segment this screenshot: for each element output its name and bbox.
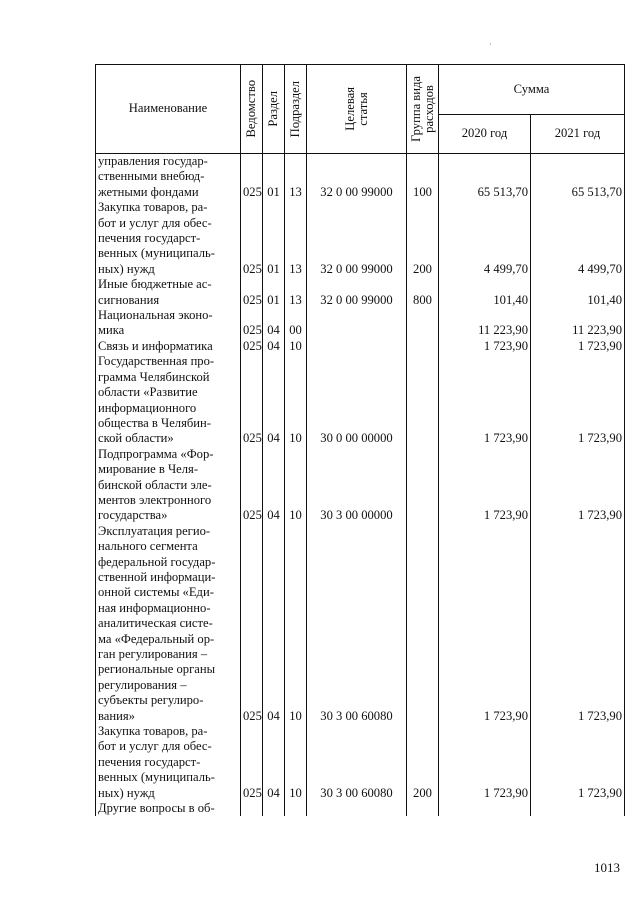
row-target-article bbox=[307, 339, 407, 354]
row-expense-group bbox=[407, 308, 439, 339]
table-row bbox=[96, 154, 625, 201]
row-podrazdel: 13 bbox=[285, 200, 307, 277]
row-name-line: ментов электронного bbox=[98, 492, 212, 507]
row-name-line: бинской области эле- bbox=[98, 477, 212, 492]
header-sum: Сумма bbox=[439, 65, 625, 115]
row-sum-2020 bbox=[439, 801, 531, 816]
row-name-line: информационного bbox=[98, 400, 197, 415]
row-name-line: области «Развитие bbox=[98, 385, 198, 400]
row-sum-2020: 1 723,90 bbox=[439, 354, 531, 446]
row-name-line: печения государст- bbox=[98, 754, 201, 769]
row-name-line: ственной информаци- bbox=[98, 569, 216, 584]
row-expense-group bbox=[407, 801, 439, 816]
table-row bbox=[96, 354, 625, 446]
row-razdel bbox=[263, 801, 285, 816]
row-razdel: 01 bbox=[263, 154, 285, 201]
row-name-line: венных (муниципаль- bbox=[98, 246, 215, 261]
row-vedomstvo: 025 bbox=[241, 154, 263, 201]
row-name-line: субъекты регулиро- bbox=[98, 693, 204, 708]
row-razdel: 01 bbox=[263, 200, 285, 277]
row-razdel: 04 bbox=[263, 524, 285, 724]
table-row bbox=[96, 277, 625, 308]
row-name-line: Национальная эконо- bbox=[98, 308, 213, 323]
row-name-line: ственными внебюд- bbox=[98, 169, 205, 184]
row-expense-group bbox=[407, 524, 439, 724]
row-vedomstvo bbox=[241, 801, 263, 816]
header-podrazdel: Подраздел bbox=[285, 65, 307, 154]
row-sum-2021 bbox=[531, 801, 625, 816]
row-name-line: грамма Челябинской bbox=[98, 369, 210, 384]
table-row bbox=[96, 524, 625, 724]
row-name bbox=[96, 277, 241, 308]
row-vedomstvo: 025 bbox=[241, 308, 263, 339]
row-name bbox=[96, 308, 241, 339]
header-vedomstvo: Ведомство bbox=[241, 65, 263, 154]
row-target-article: 30 3 00 60080 bbox=[307, 524, 407, 724]
row-expense-group bbox=[407, 354, 439, 446]
row-name-line: федеральной государ- bbox=[98, 554, 216, 569]
header-razdel: Раздел bbox=[263, 65, 285, 154]
table-row bbox=[96, 801, 625, 816]
row-sum-2020: 1 723,90 bbox=[439, 524, 531, 724]
row-name-line: мирование в Челя- bbox=[98, 462, 199, 477]
row-name bbox=[96, 339, 241, 354]
row-expense-group bbox=[407, 339, 439, 354]
row-name-line: Другие вопросы в об- bbox=[98, 801, 215, 816]
row-podrazdel bbox=[285, 801, 307, 816]
row-target-article: 32 0 00 99000 bbox=[307, 154, 407, 201]
budget-table bbox=[95, 64, 625, 816]
table-row bbox=[96, 308, 625, 339]
row-podrazdel: 10 bbox=[285, 724, 307, 801]
row-podrazdel: 00 bbox=[285, 308, 307, 339]
header-name: Наименование bbox=[96, 65, 241, 154]
table-row bbox=[96, 724, 625, 801]
row-podrazdel: 13 bbox=[285, 277, 307, 308]
row-sum-2021: 4 499,70 bbox=[531, 200, 625, 277]
row-razdel: 04 bbox=[263, 308, 285, 339]
row-name-line: Подпрограмма «Фор- bbox=[98, 446, 214, 461]
row-name-line: мика bbox=[98, 323, 125, 338]
row-podrazdel: 10 bbox=[285, 354, 307, 446]
header-year-2020: 2020 год bbox=[439, 115, 531, 154]
row-name-line: печения государст- bbox=[98, 231, 201, 246]
row-razdel: 04 bbox=[263, 354, 285, 446]
row-name bbox=[96, 354, 241, 446]
row-name-line: нального сегмента bbox=[98, 539, 198, 554]
row-target-article: 30 3 00 00000 bbox=[307, 447, 407, 524]
row-name-line: Эксплуатация регио- bbox=[98, 523, 211, 538]
row-expense-group: 200 bbox=[407, 200, 439, 277]
row-sum-2020: 4 499,70 bbox=[439, 200, 531, 277]
row-name-line: Закупка товаров, ра- bbox=[98, 724, 208, 739]
row-expense-group bbox=[407, 447, 439, 524]
row-expense-group: 100 bbox=[407, 154, 439, 201]
row-name-line: общества в Челябин- bbox=[98, 415, 211, 430]
table-body bbox=[96, 154, 625, 817]
row-name-line: ных) нужд bbox=[98, 785, 155, 800]
row-sum-2020: 1 723,90 bbox=[439, 447, 531, 524]
row-target-article: 32 0 00 99000 bbox=[307, 277, 407, 308]
row-name bbox=[96, 154, 241, 201]
row-target-article: 30 0 00 00000 bbox=[307, 354, 407, 446]
row-name-line: региональные органы bbox=[98, 662, 216, 677]
row-sum-2021: 1 723,90 bbox=[531, 339, 625, 354]
row-name-line: ма «Федеральный ор- bbox=[98, 631, 215, 646]
row-name-line: жетными фондами bbox=[98, 184, 199, 199]
row-target-article bbox=[307, 308, 407, 339]
row-vedomstvo: 025 bbox=[241, 339, 263, 354]
row-name-line: Государственная про- bbox=[98, 354, 215, 369]
row-name-line: аналитическая систе- bbox=[98, 616, 213, 631]
row-sum-2020: 1 723,90 bbox=[439, 339, 531, 354]
row-razdel: 04 bbox=[263, 339, 285, 354]
row-name-line: вания» bbox=[98, 708, 135, 723]
row-sum-2021: 11 223,90 bbox=[531, 308, 625, 339]
row-name bbox=[96, 447, 241, 524]
row-target-article bbox=[307, 801, 407, 816]
header-expense-group: Группа вида расходов bbox=[407, 65, 439, 154]
row-name-line: сигнования bbox=[98, 292, 160, 307]
row-sum-2020: 101,40 bbox=[439, 277, 531, 308]
row-name-line: ных) нужд bbox=[98, 261, 155, 276]
row-razdel: 04 bbox=[263, 724, 285, 801]
row-sum-2020: 11 223,90 bbox=[439, 308, 531, 339]
row-name-line: регулирования – bbox=[98, 677, 187, 692]
row-podrazdel: 10 bbox=[285, 447, 307, 524]
row-vedomstvo: 025 bbox=[241, 200, 263, 277]
row-sum-2020: 65 513,70 bbox=[439, 154, 531, 201]
header-year-2021: 2021 год bbox=[531, 115, 625, 154]
table-row bbox=[96, 339, 625, 354]
table-row bbox=[96, 447, 625, 524]
row-razdel: 04 bbox=[263, 447, 285, 524]
row-name bbox=[96, 724, 241, 801]
row-vedomstvo: 025 bbox=[241, 724, 263, 801]
scan-mark: · bbox=[489, 40, 492, 49]
row-sum-2021: 1 723,90 bbox=[531, 354, 625, 446]
row-name-line: ган регулирования – bbox=[98, 647, 208, 661]
row-name-line: венных (муниципаль- bbox=[98, 770, 215, 785]
row-target-article: 30 3 00 60080 bbox=[307, 724, 407, 801]
row-podrazdel: 13 bbox=[285, 154, 307, 201]
row-name bbox=[96, 801, 241, 816]
row-vedomstvo: 025 bbox=[241, 354, 263, 446]
row-sum-2021: 101,40 bbox=[531, 277, 625, 308]
row-sum-2020: 1 723,90 bbox=[439, 724, 531, 801]
row-vedomstvo: 025 bbox=[241, 277, 263, 308]
row-expense-group: 800 bbox=[407, 277, 439, 308]
row-name-line: бот и услуг для обес- bbox=[98, 739, 212, 754]
table-header bbox=[96, 65, 625, 154]
table-row bbox=[96, 200, 625, 277]
row-razdel: 01 bbox=[263, 277, 285, 308]
row-podrazdel: 10 bbox=[285, 524, 307, 724]
row-name-line: ской области» bbox=[98, 431, 174, 446]
row-podrazdel: 10 bbox=[285, 339, 307, 354]
row-name-line: государства» bbox=[98, 508, 168, 523]
row-vedomstvo: 025 bbox=[241, 524, 263, 724]
row-vedomstvo: 025 bbox=[241, 447, 263, 524]
row-sum-2021: 1 723,90 bbox=[531, 447, 625, 524]
row-name-line: онной системы «Еди- bbox=[98, 585, 214, 600]
row-name-line: Иные бюджетные ас- bbox=[98, 277, 212, 292]
row-expense-group: 200 bbox=[407, 724, 439, 801]
row-name-line: управления государ- bbox=[98, 154, 208, 168]
header-target-article: Целевая статья bbox=[307, 65, 407, 154]
row-name-line: бот и услуг для обес- bbox=[98, 215, 212, 230]
row-sum-2021: 1 723,90 bbox=[531, 724, 625, 801]
row-name bbox=[96, 200, 241, 277]
row-name-line: Связь и информатика bbox=[98, 338, 213, 353]
page-number: 1013 bbox=[594, 860, 620, 875]
row-name-line: Закупка товаров, ра- bbox=[98, 200, 208, 215]
row-sum-2021: 65 513,70 bbox=[531, 154, 625, 201]
row-sum-2021: 1 723,90 bbox=[531, 524, 625, 724]
row-name-line: ная информационно- bbox=[98, 600, 211, 615]
row-name bbox=[96, 524, 241, 724]
row-target-article: 32 0 00 99000 bbox=[307, 200, 407, 277]
